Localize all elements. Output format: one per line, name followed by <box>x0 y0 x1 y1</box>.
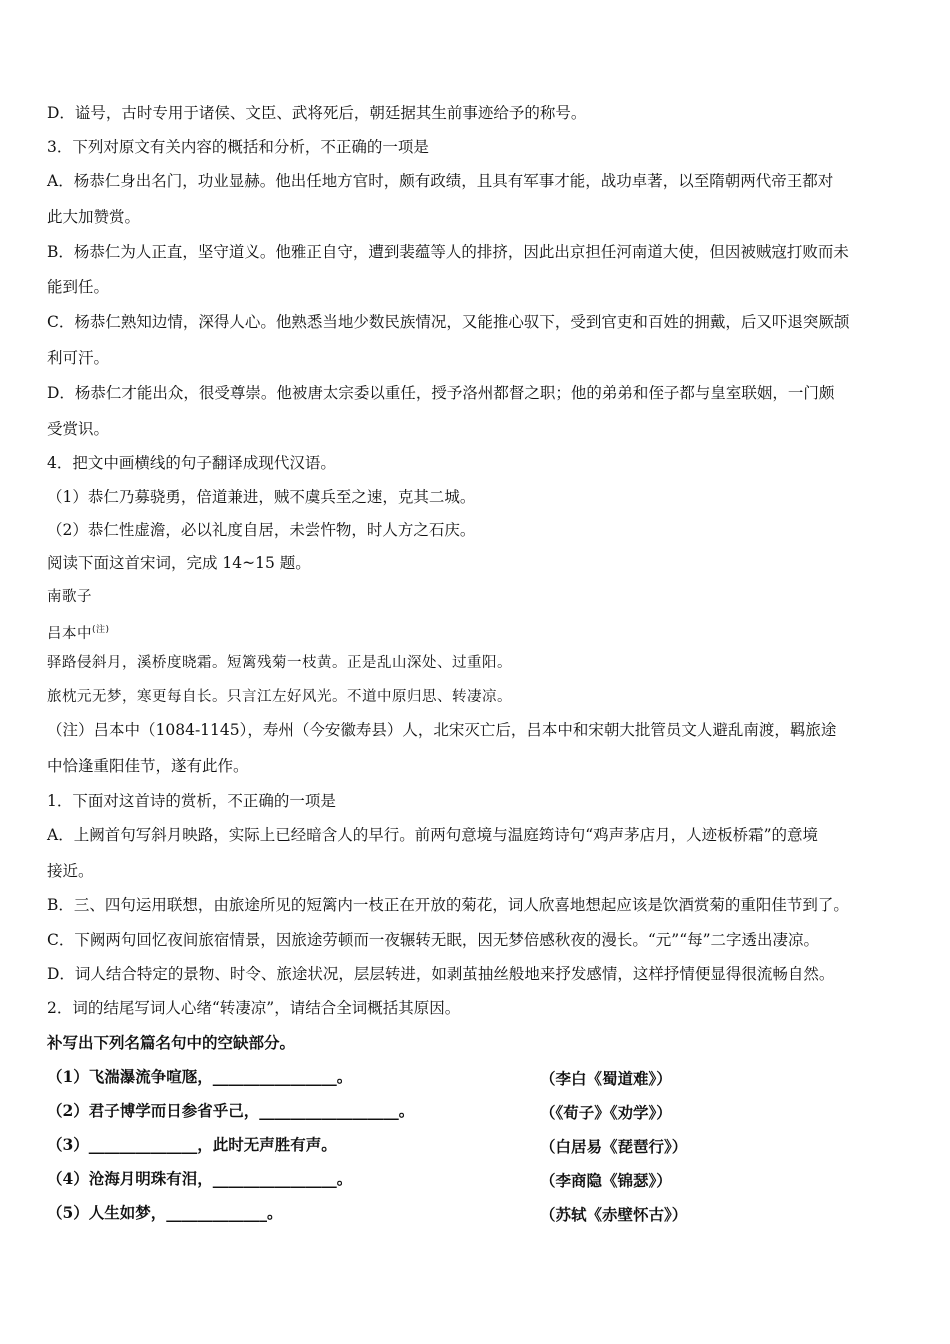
q3-option-c-cont: 利可汗。 <box>47 349 110 367</box>
fill-source-1: （李白《蜀道难》） <box>540 1069 672 1088</box>
fill-item-4: （4）沧海月明珠有泪，________________。 <box>47 1169 353 1188</box>
poem-note: （注）吕本中（1084-1145），寿州（今安徽寿县）人，北宋灭亡后，吕本中和宋朝大批管员文人避乱南渡，羁旅途 <box>47 721 837 739</box>
q4-sentence-2: （2）恭仁性虚澹，必以礼度自居，未尝忤物，时人方之石庆。 <box>47 521 476 539</box>
fill-source-4: （李商隐《锦瑟》） <box>540 1171 672 1190</box>
q3-option-a-cont: 此大加赞赏。 <box>47 208 141 226</box>
pq1-option-c: C．下阙两句回忆夜间旅宿情景，因旅途劳顿而一夜辗转无眠，因无梦倍感秋夜的漫长。“元”“每”二字透出凄凉。 <box>47 931 820 949</box>
q3-option-b-cont: 能到任。 <box>47 278 110 296</box>
q3-option-a: A．杨恭仁身出名门，功业显赫。他出任地方官时，颇有政绩，且具有军事才能，战功卓著，以至隋朝两代帝王都对 <box>47 172 834 190</box>
q2-option-d: D．谥号，古时专用于诸侯、文臣、武将死后，朝廷据其生前事迹给予的称号。 <box>47 104 587 122</box>
pq1-option-d: D．词人结合特定的景物、时令、旅途状况，层层转进，如剥茧抽丝般地来抒发感情，这样抒情便显得很流畅自然。 <box>47 965 835 983</box>
q3-option-d-cont: 受赏识。 <box>47 420 110 438</box>
fill-heading: 补写出下列名篇名句中的空缺部分。 <box>47 1033 296 1052</box>
fill-source-5: （苏轼《赤壁怀古》） <box>540 1205 688 1224</box>
pq1-option-a-cont: 接近。 <box>47 862 94 880</box>
fill-item-2: （2）君子博学而日参省乎己，__________________。 <box>47 1101 415 1120</box>
pq1-stem: 1．下面对这首诗的赏析，不正确的一项是 <box>47 792 336 810</box>
q4-sentence-1: （1）恭仁乃募骁勇，倍道兼进，贼不虞兵至之速，克其二城。 <box>47 488 476 506</box>
fill-item-3: （3）______________，此时无声胜有声。 <box>47 1135 337 1154</box>
pq1-option-a: A．上阙首句写斜月映路，实际上已经暗含人的早行。前两句意境与温庭筠诗句“鸡声茅店月，人迹板桥霜”的意境 <box>47 826 819 844</box>
fill-source-3: （白居易《琵琶行》） <box>540 1137 688 1156</box>
poem-line-2: 旅枕元无梦，寒更每自长。只言江左好风光。不道中原归思、转凄凉。 <box>47 689 512 705</box>
fill-source-2: （《荀子》《劝学》） <box>540 1103 672 1122</box>
fill-item-5: （5）人生如梦，_____________。 <box>47 1203 283 1222</box>
poem-author-note-mark: (注) <box>92 625 110 635</box>
pq2-stem: 2．词的结尾写词人心绪“转凄凉”，请结合全词概括其原因。 <box>47 999 461 1017</box>
poem-line-1: 驿路侵斜月，溪桥度晓霜。短篱残菊一枝黄。正是乱山深处、过重阳。 <box>47 655 512 671</box>
poem-intro: 阅读下面这首宋词，完成 14~15 题。 <box>47 554 311 572</box>
poem-note-cont: 中恰逢重阳佳节，遂有此作。 <box>47 757 249 775</box>
q3-option-c: C．杨恭仁熟知边情，深得人心。他熟悉当地少数民族情况，又能推心驭下，受到官吏和百姓的拥戴，后又吓退突厥颉 <box>47 313 850 331</box>
q3-option-d: D．杨恭仁才能出众，很受尊崇。他被唐太宗委以重任，授予洛州都督之职；他的弟弟和侄子都与皇室联姻，一门颇 <box>47 384 835 402</box>
q4-stem: 4．把文中画横线的句子翻译成现代汉语。 <box>47 454 336 472</box>
poem-author <box>47 620 907 644</box>
fill-item-1: （1）飞湍瀑流争喧豗，________________。 <box>47 1067 353 1086</box>
q3-option-b: B．杨恭仁为人正直，坚守道义。他雅正自守，遭到裴蕴等人的排挤，因此出京担任河南道大使，但因被贼寇打败而未 <box>47 243 849 261</box>
poem-author-name: 吕本中 <box>47 625 92 642</box>
poem-title: 南歌子 <box>47 589 92 605</box>
q3-stem: 3．下列对原文有关内容的概括和分析，不正确的一项是 <box>47 138 429 156</box>
pq1-option-b: B．三、四句运用联想，由旅途所见的短篱内一枝正在开放的菊花，词人欣喜地想起应该是饮酒赏菊的重阳佳节到了。 <box>47 896 849 914</box>
